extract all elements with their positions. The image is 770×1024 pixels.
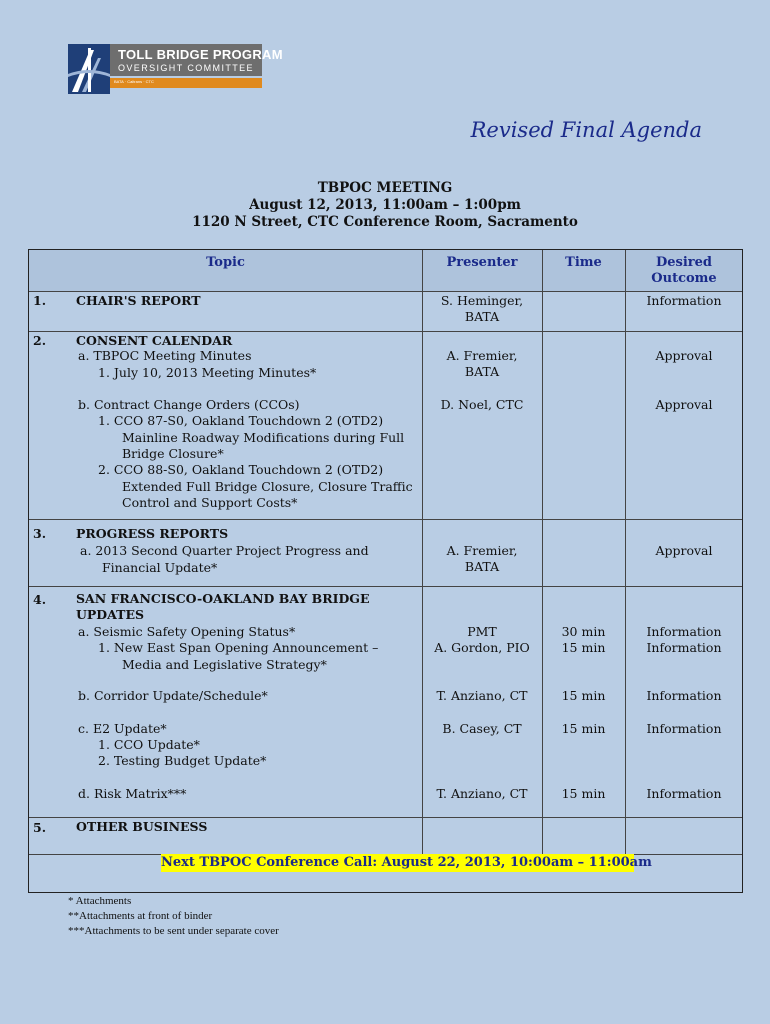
- item-number: 2.: [33, 333, 47, 348]
- presenter: T. Anziano, CT: [436, 786, 528, 801]
- footnote: ***Attachments to be sent under separate cover: [68, 925, 279, 937]
- time-line: 15 min: [561, 640, 606, 655]
- time: 15 min: [561, 786, 606, 801]
- item-number: 1.: [33, 293, 47, 308]
- time: [542, 624, 625, 656]
- presenter: T. Anziano, CT: [436, 688, 528, 703]
- toll-bridge-program-logo: [68, 44, 283, 94]
- header-time: Time: [565, 255, 602, 270]
- item-number: 4.: [33, 592, 47, 607]
- presenter-line: BATA: [464, 309, 500, 324]
- header-presenter: Presenter: [446, 255, 518, 270]
- row-divider: [29, 586, 742, 587]
- logo-tagline: BATA · Caltrans · CTC: [114, 79, 154, 84]
- presenter: [422, 624, 542, 656]
- subitem: Extended Full Bridge Closure, Closure Traffic: [122, 479, 413, 494]
- presenter: [422, 348, 542, 380]
- outcome-line: Information: [646, 640, 722, 655]
- presenter-line: A. Fremier,: [446, 543, 518, 558]
- item-title-consent-calendar: CONSENT CALENDAR: [76, 333, 233, 348]
- presenter: D. Noel, CTC: [440, 397, 524, 412]
- header-topic: Topic: [206, 255, 245, 270]
- next-conference-call: Next TBPOC Conference Call: August 22, 2013, 10:00am – 11:00am: [161, 855, 652, 870]
- meeting-name: TBPOC MEETING: [317, 180, 453, 196]
- subitem: a. TBPOC Meeting Minutes: [78, 348, 252, 363]
- subitem: a. Seismic Safety Opening Status*: [78, 624, 296, 639]
- subitem: 2. CCO 88-S0, Oakland Touchdown 2 (OTD2): [98, 462, 384, 477]
- subitem: Financial Update*: [102, 560, 218, 575]
- item-title-progress-reports: PROGRESS REPORTS: [76, 526, 229, 541]
- time: 15 min: [561, 721, 606, 736]
- desired-outcome: [625, 624, 743, 656]
- subitem: b. Corridor Update/Schedule*: [78, 688, 268, 703]
- footnote: * Attachments: [68, 895, 132, 907]
- bridge-logo-icon: [68, 44, 110, 94]
- meeting-date: August 12, 2013, 11:00am – 1:00pm: [249, 197, 521, 213]
- desired-outcome: Approval: [655, 543, 713, 558]
- presenter-line: A. Fremier,: [446, 348, 518, 363]
- logo-title: TOLL BRIDGE PROGRAM: [118, 47, 283, 62]
- subitem: 2. Testing Budget Update*: [98, 753, 267, 768]
- subitem: 1. CCO Update*: [98, 737, 200, 752]
- item-title-chairs-report: CHAIR'S REPORT: [76, 293, 201, 308]
- presenter-line: BATA: [464, 559, 500, 574]
- agenda-table: [28, 249, 743, 893]
- column-divider: [542, 250, 543, 854]
- subitem: Bridge Closure*: [122, 446, 224, 461]
- subitem: a. 2013 Second Quarter Project Progress and: [80, 543, 369, 558]
- item-title-other-business: OTHER BUSINESS: [76, 819, 208, 834]
- subitem: c. E2 Update*: [78, 721, 167, 736]
- presenter-line: A. Gordon, PIO: [434, 640, 530, 655]
- revised-agenda-title: Revised Final Agenda: [470, 118, 702, 142]
- item-number: 3.: [33, 526, 47, 541]
- desired-outcome: Information: [646, 688, 722, 703]
- presenter: [422, 293, 542, 325]
- presenter: [422, 543, 542, 575]
- item-title-bay-bridge-line2: UPDATES: [76, 607, 145, 622]
- meeting-location: 1120 N Street, CTC Conference Room, Sacramento: [192, 214, 578, 230]
- subitem: Control and Support Costs*: [122, 495, 298, 510]
- row-divider: [29, 817, 742, 818]
- row-divider: [29, 519, 742, 520]
- item-title-bay-bridge: SAN FRANCISCO-OAKLAND BAY BRIDGE: [76, 591, 370, 606]
- desired-outcome: Approval: [655, 348, 713, 363]
- presenter-line: BATA: [464, 364, 500, 379]
- presenter: B. Casey, CT: [442, 721, 522, 736]
- desired-outcome: Information: [646, 721, 722, 736]
- meeting-header: [0, 180, 770, 231]
- footnote: **Attachments at front of binder: [68, 910, 213, 922]
- time-line: 30 min: [561, 624, 606, 639]
- subitem: 1. New East Span Opening Announcement –: [98, 640, 379, 655]
- subitem: b. Contract Change Orders (CCOs): [78, 397, 300, 412]
- logo-subtitle: OVERSIGHT COMMITTEE: [118, 63, 254, 73]
- presenter-line: PMT: [467, 624, 497, 639]
- header-outcome-line2: Outcome: [651, 271, 717, 286]
- time: 15 min: [561, 688, 606, 703]
- subitem: 1. CCO 87-S0, Oakland Touchdown 2 (OTD2): [98, 413, 384, 428]
- subitem: d. Risk Matrix***: [78, 786, 187, 801]
- header-outcome-line1: Desired: [655, 255, 712, 270]
- presenter-line: S. Heminger,: [440, 293, 524, 308]
- desired-outcome: Approval: [655, 397, 713, 412]
- subitem: Media and Legislative Strategy*: [122, 657, 327, 672]
- outcome-line: Information: [646, 624, 722, 639]
- subitem: Mainline Roadway Modifications during Full: [122, 430, 405, 445]
- subitem: 1. July 10, 2013 Meeting Minutes*: [98, 365, 317, 380]
- row-divider: [29, 331, 742, 332]
- item-number: 5.: [33, 820, 47, 835]
- header-outcome: [625, 255, 743, 287]
- desired-outcome: Information: [646, 786, 722, 801]
- desired-outcome: Information: [646, 293, 722, 308]
